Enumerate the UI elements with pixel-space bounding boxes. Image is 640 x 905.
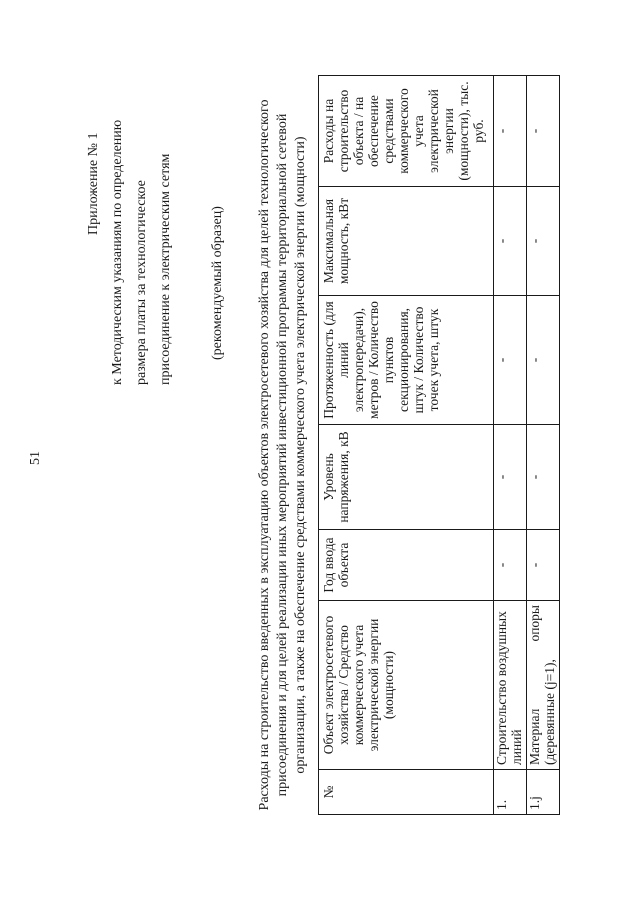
heading-line-2: присоединения и для целей реализации иных мероприятий инвестиционной программы территориальной сетевой	[275, 113, 290, 797]
row-cell: -	[527, 296, 560, 425]
row-cell: -	[527, 425, 560, 530]
heading-line-1: Расходы на строительство введенных в эксплуатацию объектов электросетевого хозяйства для целей технологического	[257, 99, 272, 811]
header-power: Максимальная мощность, кВт	[319, 187, 494, 296]
heading-line-3: организации, а также на обеспечение средствами коммерческого учета электрической энергии (мощности)	[293, 136, 308, 774]
row-cell: -	[494, 76, 527, 187]
table-row	[527, 76, 560, 815]
appendix-line-2: размера платы за технологическое	[134, 180, 149, 385]
page-number: 51	[28, 451, 43, 465]
row-number: 1.j	[527, 770, 560, 815]
table-row	[494, 76, 527, 815]
row-cell: -	[527, 187, 560, 296]
header-voltage: Уровень напряжения, кВ	[319, 425, 494, 530]
header-object: Объект электросетевого хозяйства / Средство коммерческого учета электрической энергии (мощности)	[319, 601, 494, 770]
header-length: Протяженность (для линий электропередачи), метров / Количество пунктов секционирования, штук / Количество точек учета, штук	[319, 296, 494, 425]
row-number: 1.	[494, 770, 527, 815]
row-cell: -	[494, 530, 527, 601]
row-cell: -	[494, 296, 527, 425]
header-year: Год ввода объекта	[319, 530, 494, 601]
appendix-title: Приложение № 1	[86, 132, 101, 235]
recommended-note: (рекомендуемый образец)	[210, 206, 225, 360]
table-heading	[256, 45, 310, 865]
expenses-table	[318, 75, 560, 815]
table-header-row	[319, 76, 494, 815]
appendix-block	[82, 120, 178, 385]
header-expenses: Расходы на строительство объекта / на обеспечение средствами коммерческого учета электрической энергии (мощности), тыс. руб.	[319, 76, 494, 187]
row-cell: -	[527, 76, 560, 187]
row-cell: -	[527, 530, 560, 601]
row-object-text: Материал опоры (деревянные (j=1),	[527, 605, 557, 765]
appendix-line-1: к Методическим указаниям по определению	[110, 119, 125, 385]
header-number: №	[319, 770, 494, 815]
row-object: Строительство воздушных линий	[494, 601, 527, 770]
row-cell: -	[494, 425, 527, 530]
row-cell: -	[494, 187, 527, 296]
appendix-line-3: присоединение к электрическим сетям	[158, 153, 173, 385]
row-object	[527, 601, 560, 770]
